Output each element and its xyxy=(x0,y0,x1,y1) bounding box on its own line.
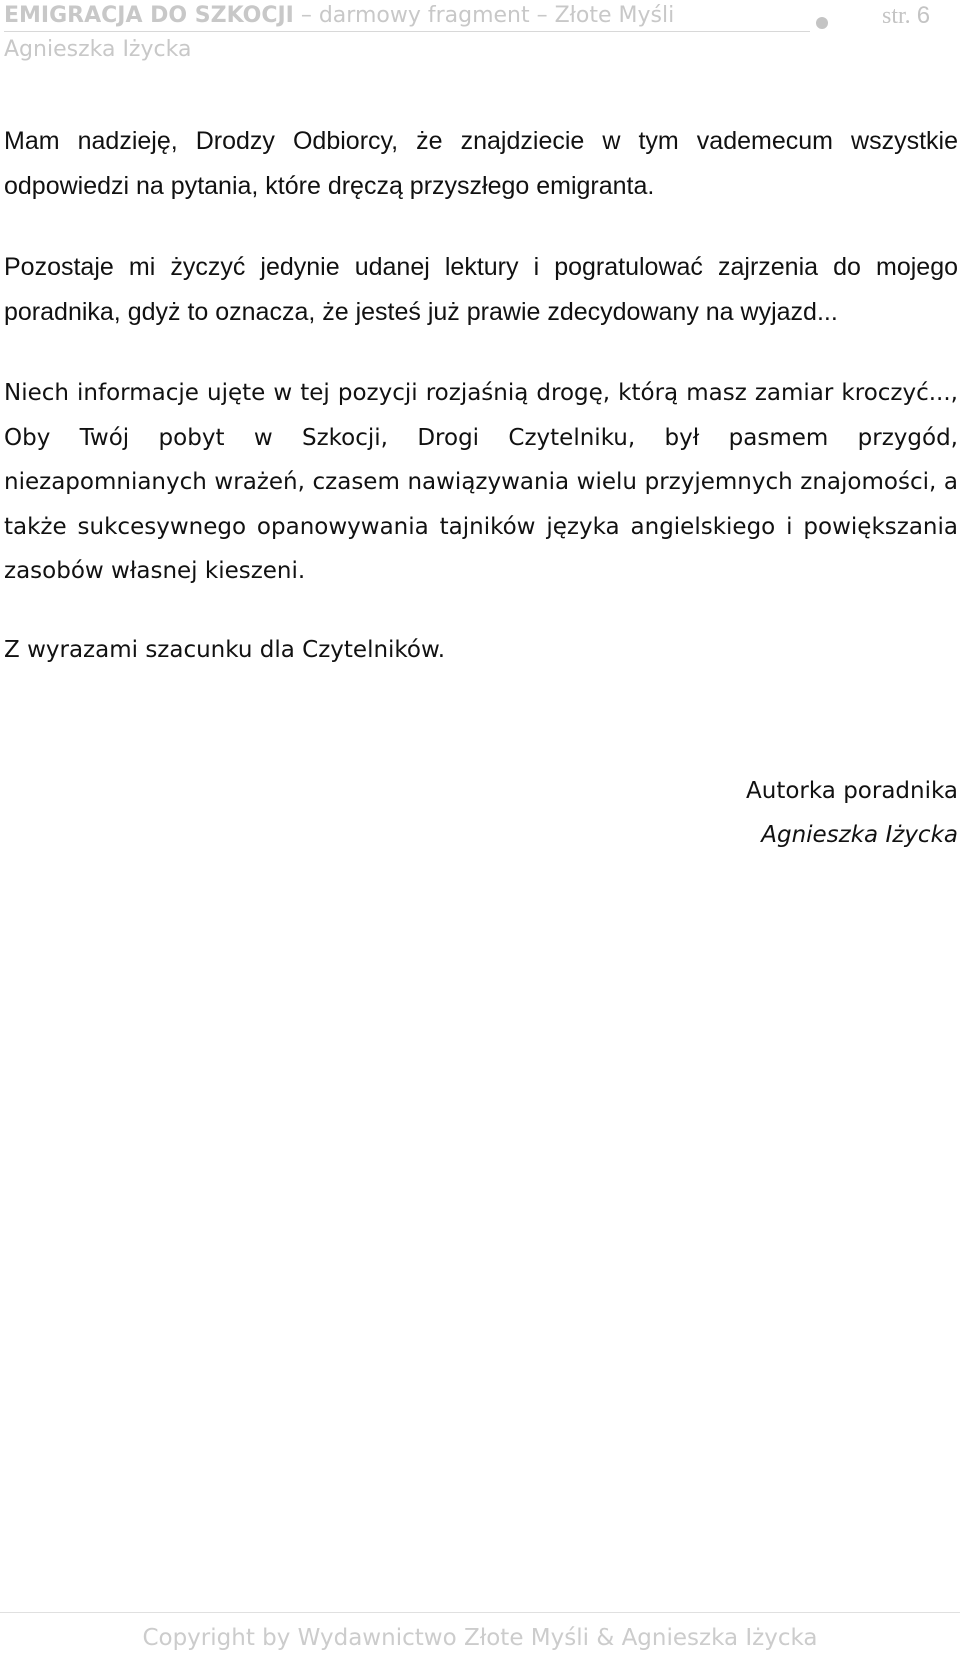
header-divider xyxy=(4,31,810,32)
paragraph-spacer xyxy=(4,594,958,628)
closing-line: Z wyrazami szacunku dla Czytelników. xyxy=(4,636,446,663)
signature-name: Agnieszka Iżycka xyxy=(761,822,958,848)
header-title-bold: EMIGRACJA DO SZKOCJI xyxy=(4,3,294,28)
header-title xyxy=(4,2,674,30)
paragraph-2: Pozostaje mi życzyć jedynie udanej lektury i pogratulować zajrzenia do mojego poradnika, gdyż to oznacza, że jesteś już prawie zdecydowany na wyjazd... xyxy=(4,253,958,326)
paragraph-spacer xyxy=(4,208,958,245)
signature-block xyxy=(746,769,958,857)
signature-role: Autorka poradnika xyxy=(746,778,958,804)
paragraph-3: Niech informacje ujęte w tej pozycji rozjaśnią drogę, którą masz zamiar kroczyć..., Oby Twój pobyt w Szkocji, Drogi Czytelniku, był pasmem przygód, niezapomnianych wrażeń, czasem nawiązywania wielu przyjemnych znajomości, a także sukcesywnego opanowywania tajników języka angielskiego i powiększania zasobów własnej kieszeni. xyxy=(4,380,958,584)
page-header xyxy=(4,0,954,68)
footer-divider xyxy=(0,1612,960,1613)
header-author: Agnieszka Iżycka xyxy=(4,37,192,62)
page-number xyxy=(882,2,930,30)
bullet-dot-icon xyxy=(816,17,828,29)
page-content xyxy=(4,119,958,848)
paragraph-spacer xyxy=(4,334,958,371)
header-title-rest: – darmowy fragment – Złote Myśli xyxy=(293,3,675,28)
paragraph-1: Mam nadzieję, Drodzy Odbiorcy, że znajdziecie w tym vademecum wszystkie odpowiedzi na pytania, które dręczą przyszłego emigranta. xyxy=(4,127,958,200)
page-label: str. xyxy=(882,3,911,29)
footer-copyright: Copyright by Wydawnictwo Złote Myśli & Agnieszka Iżycka xyxy=(142,1625,818,1651)
page-number-value: 6 xyxy=(916,2,931,29)
